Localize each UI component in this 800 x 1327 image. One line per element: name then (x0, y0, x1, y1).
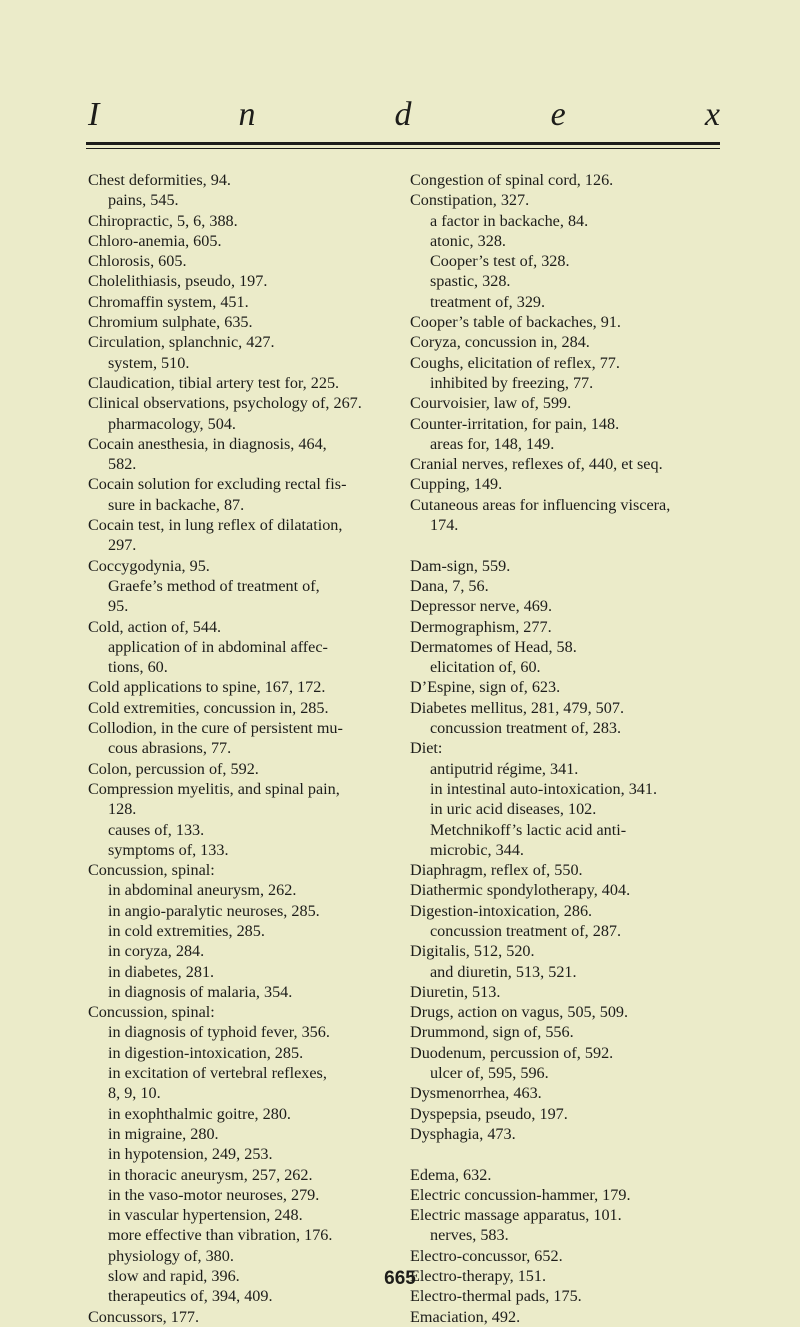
index-entry: Cutaneous areas for influencing viscera, (410, 495, 671, 514)
index-entry: Congestion of spinal cord, 126. (410, 171, 614, 189)
index-entry: Cocain test, in lung reflex of dilatation, (88, 516, 343, 535)
index-entry: Dyspepsia, pseudo, 197. (410, 1104, 568, 1123)
index-subentry: in thoracic aneurysm, 257, 262. (108, 1165, 313, 1184)
header-letter: d (394, 96, 412, 133)
index-entry: Circulation, splanchnic, 427. (88, 333, 275, 352)
index-entry: Cold extremities, concussion in, 285. (88, 698, 329, 717)
page-number: 665 (384, 1268, 416, 1289)
index-subentry: 95. (108, 597, 129, 616)
index-subentry: in excitation of vertebral reflexes, (108, 1064, 327, 1083)
index-subentry: in exophthalmic goitre, 280. (108, 1104, 291, 1123)
index-subentry: 297. (108, 536, 137, 555)
index-subentry: in vascular hypertension, 248. (108, 1206, 303, 1225)
index-subentry: in diagnosis of malaria, 354. (108, 982, 293, 1001)
index-subentry: therapeutics of, 394, 409. (108, 1287, 273, 1306)
index-entry: Electric massage apparatus, 101. (410, 1206, 622, 1225)
index-entry: Collodion, in the cure of persistent mu- (88, 719, 343, 738)
index-subentry: 174. (430, 516, 459, 535)
index-subentry: inhibited by freezing, 77. (430, 373, 594, 392)
index-entry: Emaciation, 492. (410, 1307, 521, 1326)
index-subentry: sure in backache, 87. (108, 495, 245, 514)
index-entry: Compression myelitis, and spinal pain, (88, 779, 340, 798)
index-subentry: in migraine, 280. (108, 1124, 219, 1143)
index-entry: Concussion, spinal: (88, 861, 215, 880)
index-entry: Electro-thermal pads, 175. (410, 1287, 582, 1306)
header-letter: e (550, 96, 566, 133)
index-entry: Depressor nerve, 469. (410, 597, 553, 616)
entry-gap (410, 535, 732, 555)
index-subentry: ulcer of, 595, 596. (430, 1064, 549, 1083)
index-entry: Chlorosis, 605. (88, 252, 187, 271)
index-entry: Cooper’s table of backaches, 91. (410, 313, 621, 332)
index-entry: Diaphragm, reflex of, 550. (410, 861, 583, 880)
index-subentry: causes of, 133. (108, 820, 205, 839)
index-entry: Colon, percussion of, 592. (88, 759, 259, 778)
index-subentry: concussion treatment of, 287. (430, 921, 622, 940)
index-entry: Coughs, elicitation of reflex, 77. (410, 353, 620, 372)
index-subentry: concussion treatment of, 283. (430, 719, 622, 738)
index-entry: Cholelithiasis, pseudo, 197. (88, 272, 268, 291)
index-entry: Cocain solution for excluding rectal fis- (88, 475, 347, 494)
index-subentry: in hypotension, 249, 253. (108, 1145, 273, 1164)
running-header (88, 86, 720, 132)
index-entry: Concussors, 177. (88, 1307, 200, 1326)
index-entry: Dermatomes of Head, 58. (410, 637, 577, 656)
index-subentry: in the vaso-motor neuroses, 279. (108, 1185, 320, 1204)
index-subentry: microbic, 344. (430, 840, 524, 859)
index-entry: Drugs, action on vagus, 505, 509. (410, 1003, 629, 1022)
index-entry: Coccygodynia, 95. (88, 556, 210, 575)
index-subentry: 8, 9, 10. (108, 1084, 161, 1103)
index-subentry: a factor in backache, 84. (430, 211, 589, 230)
index-subentry: in angio-paralytic neuroses, 285. (108, 901, 320, 920)
header-letter: x (704, 96, 720, 133)
index-subentry: in diagnosis of typhoid fever, 356. (108, 1023, 330, 1042)
index-subentry: and diuretin, 513, 521. (430, 962, 577, 981)
index-subentry: 582. (108, 455, 137, 474)
index-entry: Chromium sulphate, 635. (88, 313, 253, 332)
index-entry: Courvoisier, law of, 599. (410, 394, 572, 413)
index-subentry: in uric acid diseases, 102. (430, 800, 597, 819)
index-subentry: in abdominal aneurysm, 262. (108, 881, 297, 900)
index-subentry: spastic, 328. (430, 272, 511, 291)
index-subentry: atonic, 328. (430, 231, 506, 250)
index-entry: Chloro-anemia, 605. (88, 231, 222, 250)
index-entry: Dermographism, 277. (410, 617, 552, 636)
header-letter: I (88, 96, 100, 133)
index-entry: Drummond, sign of, 556. (410, 1023, 574, 1042)
index-subentry: pains, 545. (108, 191, 179, 210)
index-subentry: tions, 60. (108, 658, 168, 677)
index-entry: Duodenum, percussion of, 592. (410, 1043, 614, 1062)
index-subentry: slow and rapid, 396. (108, 1267, 240, 1286)
index-subentry: areas for, 148, 149. (430, 434, 555, 453)
index-subentry: physiology of, 380. (108, 1246, 234, 1265)
index-subentry: cous abrasions, 77. (108, 739, 232, 758)
index-entry: Cupping, 149. (410, 475, 503, 494)
index-entry: Concussion, spinal: (88, 1003, 215, 1022)
index-subentry: in intestinal auto-intoxication, 341. (430, 779, 658, 798)
index-subentry: nerves, 583. (430, 1226, 509, 1245)
header-rule-thick (86, 142, 720, 145)
index-subentry: symptoms of, 133. (108, 840, 229, 859)
index-entry: Electric concussion-hammer, 179. (410, 1185, 631, 1204)
entry-gap (410, 1144, 732, 1164)
index-subentry: elicitation of, 60. (430, 658, 541, 677)
index-subentry: in coryza, 284. (108, 942, 205, 961)
index-entry: Dysmenorrhea, 463. (410, 1084, 542, 1103)
index-entry: Cocain anesthesia, in diagnosis, 464, (88, 434, 327, 453)
index-entry: Diathermic spondylotherapy, 404. (410, 881, 631, 900)
index-entry: Chest deformities, 94. (88, 171, 231, 189)
index-subentry: in digestion-intoxication, 285. (108, 1043, 304, 1062)
index-entry: Electro-therapy, 151. (410, 1267, 547, 1286)
index-entry: Digitalis, 512, 520. (410, 942, 535, 961)
index-entry: Electro-concussor, 652. (410, 1246, 563, 1265)
index-subentry: 128. (108, 800, 137, 819)
index-subentry: more effective than vibration, 176. (108, 1226, 333, 1245)
index-entry: Coryza, concussion in, 284. (410, 333, 590, 352)
header-rule-thin (86, 148, 720, 149)
index-subentry: antiputrid régime, 341. (430, 759, 579, 778)
index-column-left (88, 170, 418, 1327)
index-entry: Diabetes mellitus, 281, 479, 507. (410, 698, 625, 717)
index-entry: Cranial nerves, reflexes of, 440, et seq. (410, 455, 663, 474)
index-entry: Dana, 7, 56. (410, 576, 489, 595)
index-subentry: application of in abdominal affec- (108, 637, 328, 656)
index-entry: D’Espine, sign of, 623. (410, 678, 561, 697)
index-entry: Clinical observations, psychology of, 267. (88, 394, 362, 413)
index-column-right (410, 170, 732, 1327)
index-subentry: Graefe’s method of treatment of, (108, 576, 320, 595)
index-entry: Edema, 632. (410, 1165, 492, 1184)
index-entry: Digestion-intoxication, 286. (410, 901, 593, 920)
index-entry: Cold applications to spine, 167, 172. (88, 678, 326, 697)
index-entry: Diuretin, 513. (410, 982, 501, 1001)
index-entry: Claudication, tibial artery test for, 225. (88, 373, 340, 392)
index-entry: Diet: (410, 739, 443, 758)
index-entry: Dysphagia, 473. (410, 1124, 516, 1143)
index-entry: Constipation, 327. (410, 191, 530, 210)
index-subentry: pharmacology, 504. (108, 414, 236, 433)
index-subentry: Metchnikoff’s lactic acid anti- (430, 820, 627, 839)
index-subentry: system, 510. (108, 353, 190, 372)
index-subentry: treatment of, 329. (430, 292, 546, 311)
index-entry: Cold, action of, 544. (88, 617, 222, 636)
header-letter: n (238, 96, 256, 133)
index-subentry: in diabetes, 281. (108, 962, 215, 981)
index-subentry: Cooper’s test of, 328. (430, 252, 570, 271)
index-entry: Chiropractic, 5, 6, 388. (88, 211, 238, 230)
index-entry: Dam-sign, 559. (410, 556, 511, 575)
index-subentry: in cold extremities, 285. (108, 921, 265, 940)
index-entry: Counter-irritation, for pain, 148. (410, 414, 620, 433)
index-entry: Chromaffin system, 451. (88, 292, 249, 311)
